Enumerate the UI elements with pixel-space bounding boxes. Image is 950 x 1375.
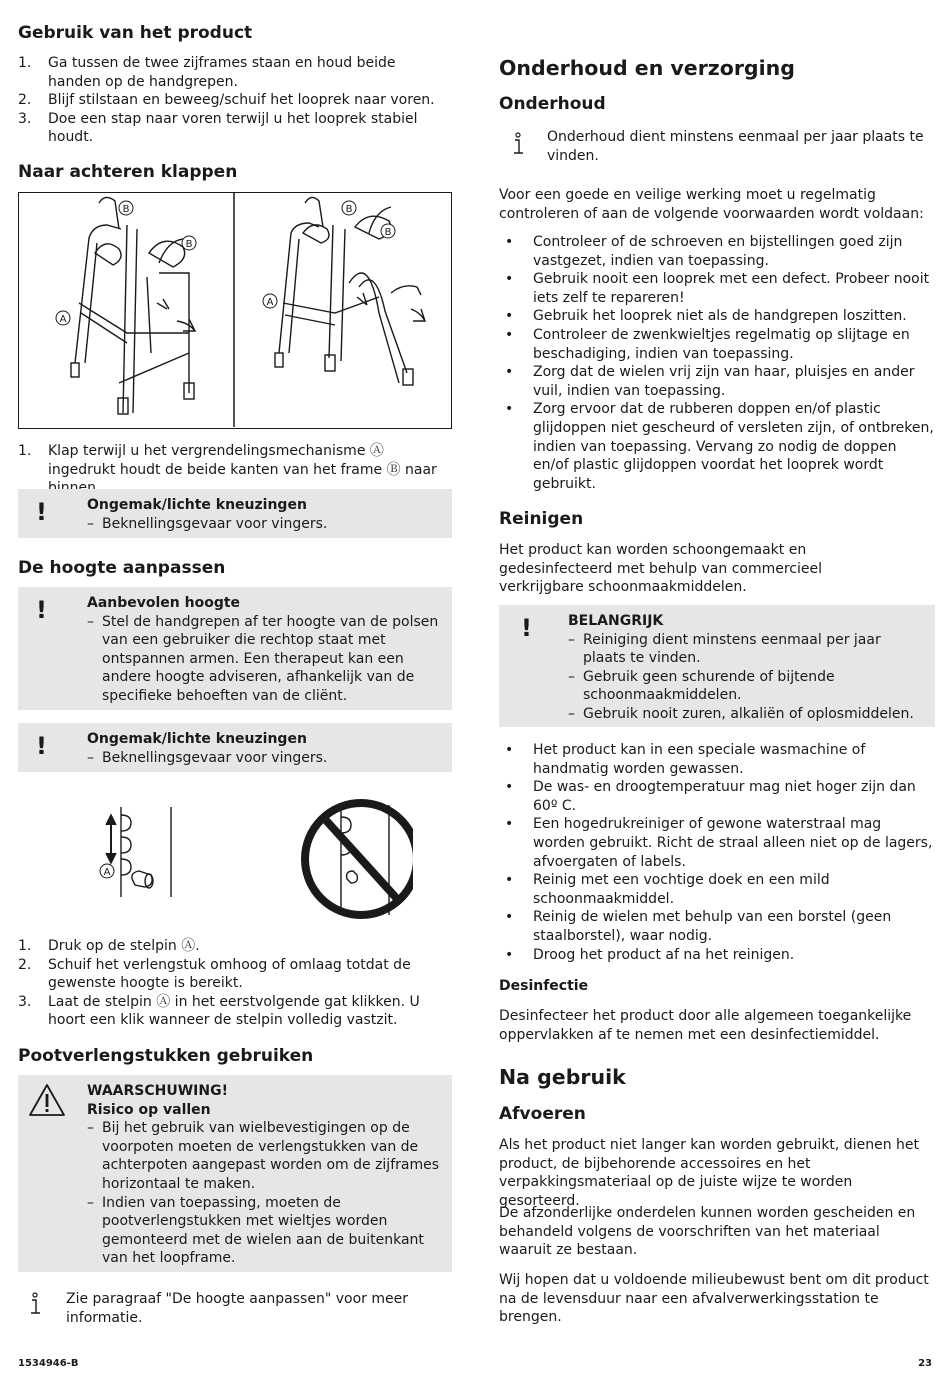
section-heading-maintenance: Onderhoud	[499, 94, 606, 114]
height-steps	[18, 937, 452, 1030]
list-item: • Gebruik het looprek niet als de handgrepen loszitten.	[505, 308, 907, 325]
label-b: B	[185, 239, 193, 250]
footer-page-number: 23	[918, 1358, 932, 1369]
info-text-maintenance: Onderhoud dient minstens eenmaal per jaar plaats te vinden.	[547, 129, 924, 164]
disposal-paragraph: Wij hopen dat u voldoende milieubewust bent om dit product na de levensduur naar een afvalverwerkingsstation te brengen.	[499, 1272, 929, 1326]
label-a: A	[103, 867, 111, 878]
notice-pinch-fold: ! Ongemak/lichte kneuzingen – Beknellingsgevaar voor vingers.	[18, 489, 452, 538]
info-text-extensions: Zie paragraaf "De hoogte aanpassen" voor meer informatie.	[66, 1291, 408, 1326]
maintenance-checklist	[499, 233, 935, 493]
notice-pinch-height: ! Ongemak/lichte kneuzingen – Beknellingsgevaar voor vingers.	[18, 723, 452, 772]
step-item: 3. Laat de stelpin Ⓐ in het eerstvolgende gat klikken. U hoort een klik wanneer de stelpin volledig vastzit.	[18, 993, 420, 1029]
disinfection-text: Desinfecteer het product door alle algemeen toegankelijke oppervlakken af te nemen met een desinfectiemiddel.	[499, 1008, 912, 1043]
list-item: • Droog het product af na het reinigen.	[505, 946, 795, 963]
section-heading-extensions: Pootverlengstukken gebruiken	[18, 1046, 314, 1066]
info-icon	[28, 1292, 42, 1316]
step-item: 1. Ga tussen de twee zijframes staan en houd beide handen op de handgrepen.	[18, 55, 396, 90]
subheading-disinfection: Desinfectie	[499, 978, 589, 994]
notice-recommended-height: ! Aanbevolen hoogte – Stel de handgrepen af ter hoogte van de polsen van een gebruiker die rechtop staat met ontspannen armen. Een therapeut kan een andere hoogte adviseren, afhankelijk van de specifieke behoeften van de cliënt.	[18, 587, 452, 710]
list-item: • Controleer de zwenkwieltjes regelmatig op slijtage en beschadiging, indien van toepassing.	[505, 326, 910, 362]
section-heading-use: Gebruik van het product	[18, 23, 253, 43]
disposal-paragraph: De afzonderlijke onderdelen kunnen worden gescheiden en behandeld volgens de voorschriften van het materiaal waaruit ze bestaan.	[499, 1205, 916, 1259]
label-a: A	[266, 297, 274, 308]
step-item: 2. Schuif het verlengstuk omhoog of omlaag totdat de gewenste hoogte is bereikt.	[18, 956, 411, 992]
exclamation-icon: !	[36, 732, 47, 760]
step-item: 2. Blijf stilstaan en beweeg/schuif het looprek naar voren.	[18, 92, 435, 109]
warning-fall-risk: WAARSCHUWING! Risico op vallen – Bij het gebruik van wielbevestigingen op de voorpoten moeten de verlengstukken van de achterpoten aangepast worden om de zijframes horizontaal te maken. – Indien van toepassing, moeten de pootverlengstukken met wieltjes worden gemonteerd met de wielen aan de buitenkant van het loopframe.	[18, 1075, 452, 1272]
step-item: 3. Doe een stap naar voren terwijl u het looprek stabiel houdt.	[18, 110, 418, 146]
section-heading-cleaning: Reinigen	[499, 509, 584, 529]
list-item: • De was- en droogtemperatuur mag niet hoger zijn dan 60º C.	[505, 779, 916, 814]
section-heading-fold: Naar achteren klappen	[18, 162, 238, 182]
walker-fold-drawing	[19, 193, 450, 427]
cleaning-intro: Het product kan worden schoongemaakt en gedesinfecteerd met behulp van commercieel verkrijgbare schoonmaakmiddelen.	[499, 542, 823, 596]
label-a: A	[59, 314, 67, 325]
warning-triangle-icon	[28, 1083, 66, 1117]
list-item: • Reinig de wielen met behulp van een borstel (geen staalborstel), waar nodig.	[505, 909, 892, 944]
pin-adjust-drawing	[73, 797, 413, 929]
list-item: • Gebruik nooit een looprek met een defect. Probeer nooit iets zelf te repareren!	[505, 271, 930, 306]
label-b: B	[345, 204, 353, 215]
list-item: • Zorg dat de wielen vrij zijn van haar, pluisjes en ander vuil, indien van toepassing.	[505, 364, 915, 399]
use-steps	[18, 54, 452, 147]
cleaning-list	[499, 741, 935, 964]
step-item: 1. Druk op de stelpin Ⓐ.	[18, 938, 200, 954]
list-item: • Een hogedrukreiniger of gewone waterstraal mag worden gebruikt. Richt de straal alleen niet op de lagers, afvoergaten of labels.	[505, 816, 933, 870]
label-b: B	[122, 204, 130, 215]
info-icon	[511, 132, 525, 156]
section-heading-disposal: Afvoeren	[499, 1104, 586, 1124]
label-b: B	[384, 227, 392, 238]
notice-important-cleaning: ! BELANGRIJK – Reiniging dient minstens eenmaal per jaar plaats te vinden. – Gebruik geen schurende of bijtende schoonmaakmiddelen. – Gebruik nooit zuren, alkaliën of oplosmiddelen.	[499, 605, 935, 727]
list-item: • Reinig met een vochtige doek en een mild schoonmaakmiddel.	[505, 872, 830, 907]
section-heading-height: De hoogte aanpassen	[18, 558, 226, 578]
fold-illustration	[18, 192, 452, 429]
footer-doc-id: 1534946-B	[18, 1358, 79, 1369]
exclamation-icon: !	[521, 614, 532, 642]
maintenance-intro: Voor een goede en veilige werking moet u regelmatig controleren of aan de volgende voorwaarden wordt voldaan:	[499, 187, 924, 222]
exclamation-icon: !	[36, 498, 47, 526]
list-item: • Zorg ervoor dat de rubberen doppen en/of plastic glijdoppen niet gescheurd of versleten zijn, of ontbreken, indien van toepassing. Vervang zo nodig de doppen en/of plastic glijdoppen voordat het looprek wordt gebruikt.	[505, 401, 934, 492]
height-illustration	[73, 797, 413, 929]
chapter-title-maintenance: Onderhoud en verzorging	[499, 56, 795, 80]
list-item: • Het product kan in een speciale wasmachine of handmatig worden gewassen.	[505, 742, 866, 777]
list-item: • Controleer of de schroeven en bijstellingen goed zijn vastgezet, indien van toepassing.	[505, 234, 903, 269]
step-item: 1. Klap terwijl u het vergrendelingsmechanisme Ⓐ ingedrukt houdt de beide kanten van het frame Ⓑ naar	[18, 443, 437, 478]
exclamation-icon: !	[36, 596, 47, 624]
chapter-title-after-use: Na gebruik	[499, 1065, 626, 1089]
disposal-paragraph: Als het product niet langer kan worden gebruikt, dienen het product, de bijbehorende accessoires en het verpakkingsmateriaal op de juiste wijze te worden gesorteerd.	[499, 1137, 919, 1209]
